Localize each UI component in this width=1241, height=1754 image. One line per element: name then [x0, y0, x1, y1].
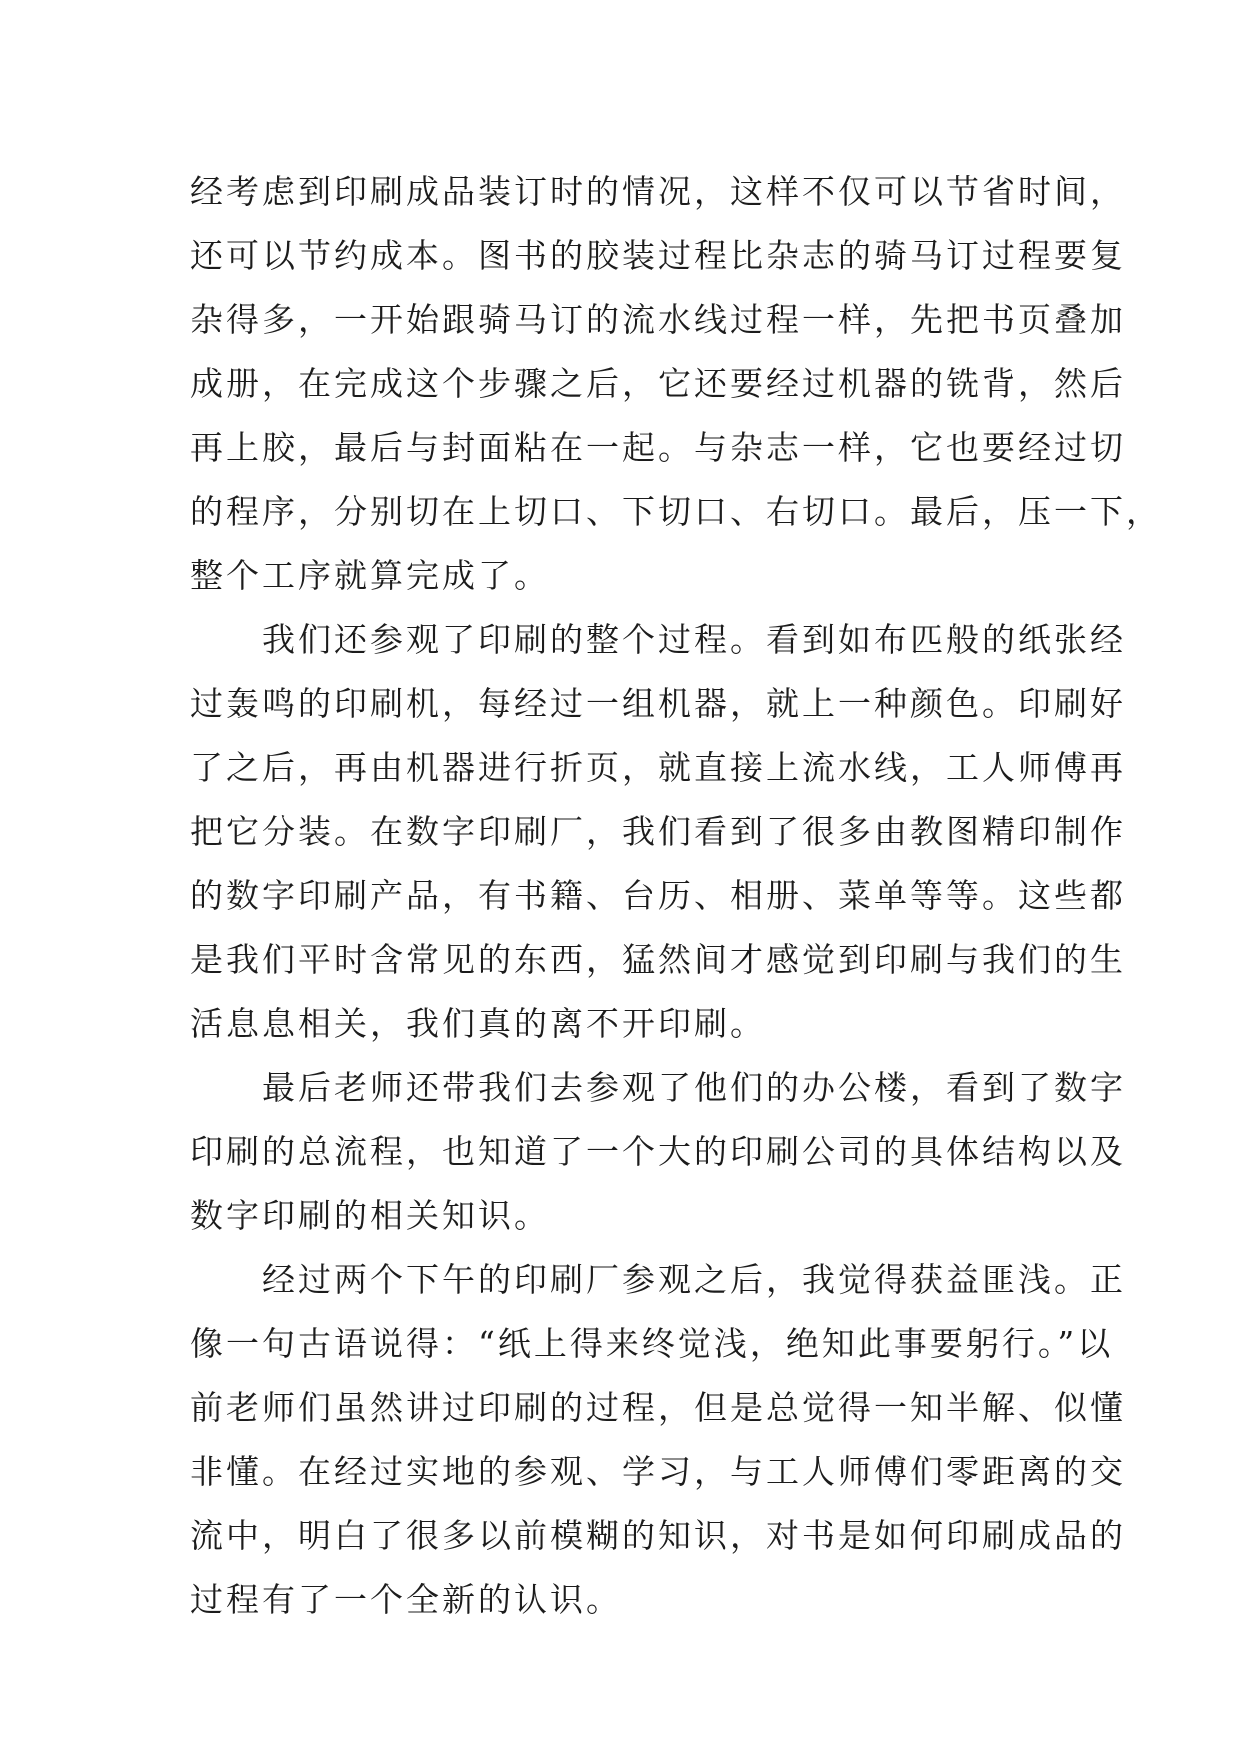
- paragraph-4: [190, 1248, 1126, 1632]
- text-line: 的程序，分别切在上切口、下切口、右切口。最后，压一下，: [190, 492, 1162, 531]
- text-line: 杂得多，一开始跟骑马订的流水线过程一样，先把书页叠加: [190, 300, 1126, 339]
- text-line: 了之后，再由机器进行折页，就直接上流水线，工人师傅再: [190, 748, 1126, 787]
- text-line: 整个工序就算完成了。: [190, 556, 550, 595]
- text-line: 像一句古语说得：“纸上得来终觉浅，绝知此事要躬行。”以: [190, 1324, 1114, 1363]
- text-line: 成册，在完成这个步骤之后，它还要经过机器的铣背，然后: [190, 364, 1126, 403]
- text-line: 活息息相关，我们真的离不开印刷。: [190, 1004, 766, 1043]
- text-line: 是我们平时含常见的东西，猛然间才感觉到印刷与我们的生: [190, 940, 1126, 979]
- paragraph-3: [190, 1056, 1126, 1248]
- body-text: [190, 160, 1162, 1632]
- text-line: 过轰鸣的印刷机，每经过一组机器，就上一种颜色。印刷好: [190, 684, 1126, 723]
- text-line-indented: 最后老师还带我们去参观了他们的办公楼，看到了数字: [262, 1068, 1126, 1107]
- text-line: 再上胶，最后与封面粘在一起。与杂志一样，它也要经过切: [190, 428, 1126, 467]
- text-line: 非懂。在经过实地的参观、学习，与工人师傅们零距离的交: [190, 1452, 1126, 1491]
- text-line: 还可以节约成本。图书的胶装过程比杂志的骑马订过程要复: [190, 236, 1126, 275]
- text-line-indented: 我们还参观了印刷的整个过程。看到如布匹般的纸张经: [262, 620, 1126, 659]
- text-line-indented: 经过两个下午的印刷厂参观之后，我觉得获益匪浅。正: [262, 1260, 1126, 1299]
- text-line: 印刷的总流程，也知道了一个大的印刷公司的具体结构以及: [190, 1132, 1126, 1171]
- text-line: 把它分装。在数字印刷厂，我们看到了很多由教图精印制作: [190, 812, 1126, 851]
- paragraph-1: [190, 160, 1162, 608]
- text-line: 经考虑到印刷成品装订时的情况，这样不仅可以节省时间，: [190, 172, 1126, 211]
- text-line: 过程有了一个全新的认识。: [190, 1580, 622, 1619]
- text-line: 数字印刷的相关知识。: [190, 1196, 550, 1235]
- text-line: 流中，明白了很多以前模糊的知识，对书是如何印刷成品的: [190, 1516, 1126, 1555]
- text-line: 前老师们虽然讲过印刷的过程，但是总觉得一知半解、似懂: [190, 1388, 1126, 1427]
- text-line: 的数字印刷产品，有书籍、台历、相册、菜单等等。这些都: [190, 876, 1126, 915]
- paragraph-2: [190, 608, 1126, 1056]
